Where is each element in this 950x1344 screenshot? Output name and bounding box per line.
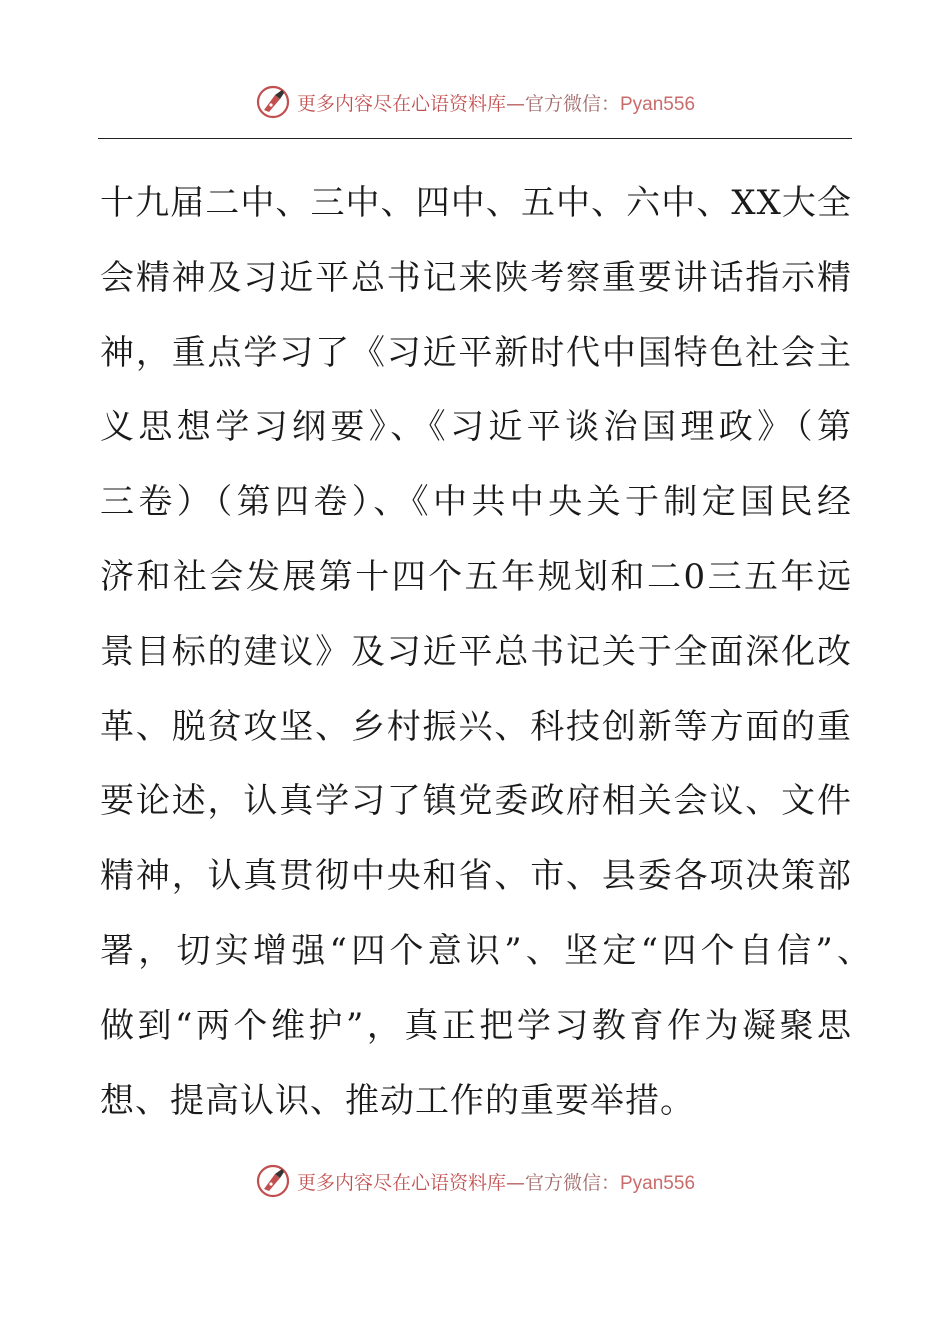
body-line: 革、脱贫攻坚、乡村振兴、科技创新等方面的重 (100, 706, 852, 747)
body-line: 济和社会发展第十四个五年规划和二0三五年远 (100, 556, 852, 597)
pen-nib-logo-icon (255, 1163, 291, 1199)
footer-banner (0, 1163, 950, 1199)
pen-nib-logo-icon (255, 84, 291, 120)
body-line: 神，重点学习了《习近平新时代中国特色社会主 (100, 332, 852, 373)
body-line: 署，切实增强“四个意识”、坚定“四个自信”、 (100, 930, 872, 971)
footer-banner-text: 更多内容尽在心语资料库—官方微信：Pyan556 (296, 1171, 696, 1194)
header-divider (98, 138, 852, 139)
body-line: 要论述，认真学习了镇党委政府相关会议、文件 (100, 781, 852, 822)
body-line: 义思想学习纲要》、《习近平谈治国理政》（第 (100, 407, 852, 448)
body-line: 三卷）（第四卷）、《中共中央关于制定国民经 (100, 482, 852, 523)
body-line: 想、提高认识、推动工作的重要举措。 (100, 1080, 695, 1121)
body-line: 精神，认真贯彻中央和省、市、县委各项决策部 (100, 856, 852, 897)
document-body (100, 166, 872, 1138)
body-line: 做到“两个维护”，真正把学习教育作为凝聚思 (100, 1005, 852, 1046)
body-line: 十九届二中、三中、四中、五中、六中、XX大全 (100, 183, 852, 223)
header-banner-text: 更多内容尽在心语资料库—官方微信：Pyan556 (296, 92, 696, 115)
body-line: 会精神及习近平总书记来陕考察重要讲话指示精 (100, 257, 852, 298)
body-line: 景目标的建议》及习近平总书记关于全面深化改 (100, 631, 852, 672)
header-banner (0, 84, 950, 120)
